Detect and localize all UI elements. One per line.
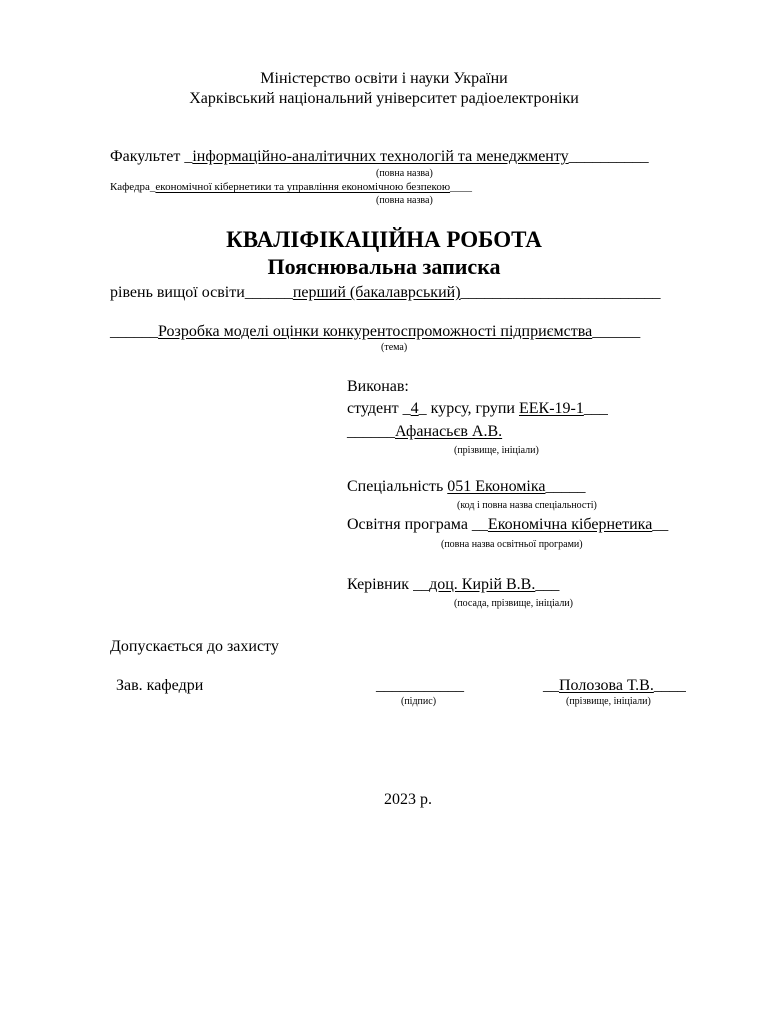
faculty-caption: (повна назва): [376, 168, 433, 179]
supervisor-caption: (посада, прізвище, ініціали): [454, 598, 573, 609]
author-name: Афанасьєв А.В.: [395, 423, 503, 440]
head-name-caption: (прізвище, ініціали): [566, 696, 651, 707]
topic-caption: (тема): [381, 342, 408, 353]
department-value: економічної кібернетики та управління економічною безпекою: [155, 181, 451, 193]
department-label: Кафедра: [110, 181, 150, 193]
education-level-label: рівень вищої освіти: [110, 284, 245, 301]
group-value: ЕЕК-19-1: [518, 400, 584, 417]
education-level-value: перший (бакалаврський): [292, 284, 461, 301]
year: 2023 р.: [384, 791, 432, 808]
faculty-value: інформаційно-аналітичних технологій та менеджменту: [192, 148, 569, 165]
department-caption: (повна назва): [376, 195, 433, 206]
specialty-value: 051 Економіка: [447, 478, 546, 495]
faculty-label: Факультет: [110, 148, 181, 165]
head-name-line: __Полозова Т.В.____: [543, 677, 686, 694]
author-name-line: ______Афанасьєв А.В.: [347, 423, 503, 440]
signature-caption: (підпис): [401, 696, 437, 707]
supervisor-value: доц. Кирій В.В.: [429, 576, 536, 593]
document-title: КВАЛІФІКАЦІЙНА РОБОТА: [226, 227, 542, 252]
department-line: Кафедра_економічної кібернетики та управління економічною безпекою____: [110, 181, 473, 193]
head-of-department-label: Зав. кафедри: [116, 677, 204, 694]
education-level-line: рівень вищої освіти______перший (бакалаврський)_________________________: [110, 284, 661, 301]
program-value: Економічна кібернетика: [487, 516, 653, 533]
specialty-line: Спеціальність 051 Економіка_____: [347, 478, 586, 495]
course-value: 4: [410, 400, 419, 417]
faculty-line: Факультет _інформаційно-аналітичних технологій та менеджменту__________: [110, 148, 649, 165]
admitted-to-defense: Допускається до захисту: [110, 638, 279, 655]
specialty-caption: (код і повна назва спеціальності): [457, 500, 597, 511]
university-name: Харківський національний університет радіоелектроніки: [189, 90, 579, 107]
program-line: Освітня програма __Економічна кібернетика__: [347, 516, 669, 533]
signature-line: ___________: [376, 677, 464, 694]
ministry-name: Міністерство освіти і науки України: [260, 70, 508, 87]
document-subtitle: Пояснювальна записка: [267, 254, 501, 279]
author-heading: Виконав:: [347, 378, 409, 395]
author-name-caption: (прізвище, ініціали): [454, 445, 539, 456]
program-caption: (повна назва освітньої програми): [441, 539, 583, 550]
head-name: Полозова Т.В.: [559, 677, 654, 694]
supervisor-line: Керівник __доц. Кирій В.В.___: [347, 576, 560, 593]
topic-value: Розробка моделі оцінки конкурентоспроможності підприємства: [158, 323, 593, 340]
topic-line: ______Розробка моделі оцінки конкурентоспроможності підприємства______: [110, 323, 641, 340]
student-line: студент _4_ курсу, групи ЕЕК-19-1___: [347, 400, 608, 417]
